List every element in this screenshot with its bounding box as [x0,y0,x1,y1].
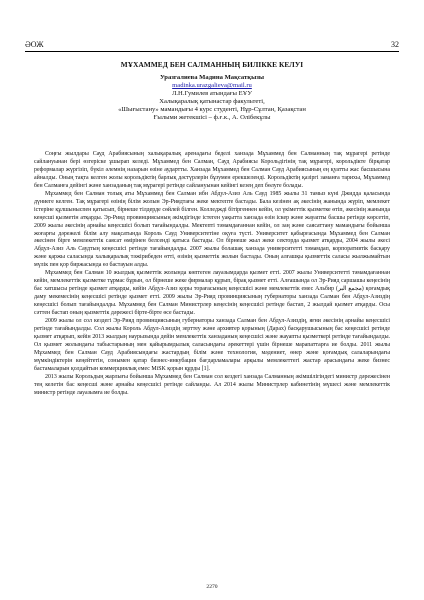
paragraph: Соңғы жылдары Сауд Арабиясының халықаралық аренадағы беделі ханзада Мұхаммед бен Салманның тақ мұрагері ретінде сайлануынан бері өзгеріске ұшырап келеді. Мұхаммед бен Салман, Сауд Арабиясы Корольдігінің тақ мұрагері, корольдікте бірқатар реформалар жүргізіп, бүкіл әлемнің назарын өзіне аудартты. Ханзада Мұхаммед бен Салман Сауд Арабиясының ең қуатты жас басшысына айналды. Оның тақта келген жолы корольдіктің барлық дәстүрлерін бұзумен ерекшеленді. Корольдіктің қазіргі заманға тарихы, Мұхаммед бен Салманға дейінгі және ханзаданың тақ мұрагері ретінде сайлануынан кейінгі кезең деп бөлуге болады. [34,151,390,189]
author-affiliation-2: Халықаралық қатынастар факультеті, [159,98,265,105]
page-number: 2270 [206,584,218,590]
author-email-link[interactable]: madinka.urazgalieva@mail.ru [172,82,252,89]
article-body [34,151,390,398]
udc-label: ӘОЖ [25,40,44,49]
paragraph: Мұхаммед бен Салман толық аты Мұхаммед бен Салман ибн Абдул-Азиз Аль Сауд 1985 жылы 31 тамыз күні Джидда қаласында дүниеге келген. Тақ мұрагері өзінің білім жолын Эр-Риядтағы жеке мектепте бастады. Бала кезінен ақ әкесінің жанында жүріп, мемлекет істеріне құлшыныспен қатысып, бірнеше тілдерде сөйлей білген. Колледжді бітіргеннен кейін, ол үкіметтік қызметке өтіп, әкесінің жанында кеңесші қызметін атқарды. Эр-Рияд провинциясының әкімдігінде істеген уақытта ханзада өзін іскер және жауапты басшы ретінде көрсетіп, 2009 жылы әкесінің арнайы кеңесшісі болып тағайындалды. Мектепті тәмамдағаннан кейін, ол заң және саясаттану мамандығы бойынша жоғарғы дәрежелі білім алу мақсатында Король Сауд Университетіне оқуға түсті. Университет қабырғасында Мұхаммед бен Салман әкесінен бірге мемлекеттік саясат өмірінен белсенді қатыса бастады. Ол бірнеше жыл жеке секторда қызмет атқарды, 2004 жылы әкесі Абдул-Азиз Аль Саудтың кеңесшісі ретінде тағайындалды. 2007 жылы болашақ ханзада университетті тәмамдап, корпоративтік басқару және қаржы саласында халықаралық тәжірибеден өтті, өзінің қызметтік жолын бастады. Оның алғашқы қызметтік саласы жылжымайтын мүлік пен қор биржасында өз бастауын алды. [34,190,390,269]
author-supervisor: Ғылыми жетекшісі – ф.ғ.к., А. Олібекұлы [153,114,271,121]
author-affiliation-3: «Шығыстану» мамандығы 4 курс студенті, Нұр-Сұлтан, Қазақстан [118,106,306,113]
author-affiliation-1: Л.Н.Гумилев атындағы ЕҰУ [171,90,253,97]
article-title: МҰХАММЕД БЕН САЛМАННЫҢ БИЛІККЕ КЕЛУІ [120,60,304,69]
paragraph: Мұхаммед бен Салман 10 жылдық қызметтік жолында көптеген лауазымдарда қызмет етті. 2007 жылы Университетті тәмамдағаннан кейін, мемлекеттік қызметке тұрмас бұрын, ол бірнеше жеке фирмалар құрып, бірақ қызмет етті. Алғашында ол Эр-Рияд саршашы кеңесінің бас хатшысы ретінде қызмет атқарды, кейін Абдул-Азиз қоры торағасының кеңесшісі және мемлекеттік емес Альбир (مجمع البر) қоғамдық даму мекемесінің кеңесшісі ретінде қызмет етті. 2009 жылы Эр-Рияд провинциясының губернаторы ханзада Салман бен Абдул-Азиздің кеңесшісі болып тағайындалды. Мұхаммед бен Салман Министрлер кеңесінің кеңесшісі ретінде бастап, 2 жылдай қызмет атқарды. Осы сәттен бастап оның қызметтік дәрежесі бірте-бірте өсе бастады. [34,270,390,317]
paragraph: 2009 жылы ол сол кездегі Эр-Рияд провинциясының губернаторы ханзада Салман бен Абдул-Азиздің, яғни әкесінің арнайы кеңесшісі ретінде тағайындалды. Сол жылы Король Абдул-Азиздің зерттеу және архивтер қорының (Дарах) басқарушысының бас кеңесшісі ретінде қызмет атқарып, кейін 2013 жылдың наурызында дейін мемлекеттік ханзаданың кеңесшісі және жауапты қызметкері ретінде тағайындалды. Ол қызмет жолындағы табыстарының мен қайырымдылық саласындағы әрекеттері үшін бірнеше марапаттарға ие болды. 2011 жылы Мұхаммед бен Салман Сауд Арабиясындағы жастардың білім және технология, мәдениет, өнер және қоғамдық салаларындағы мүмкіндіктерін кеңейтетін, сонымен қатар бизнес-инкубация бағдарламалары арқылы мемлекеттегі жастар арасындағы жеке бизнес бастамаларын қолдайтын коммерциялық емес MiSK қорын құрды [1]. [34,318,390,372]
udc-code: 32 [391,40,399,49]
header-rule [25,51,399,52]
paragraph: 2013 жылы Корольдың жарлығы бойынша Мұхаммед бен Салман сол кездегі ханзада Салманның әкімшілігіндегі министр дәрежесінен тең келетін бас кеңесші және арнайы кеңесшісі ретінде сайланды. Ал 2014 жылы Министрлер кабинетінің мүшесі және мемлекеттік министр ретінде лауазымға ие болды. [34,373,390,396]
author-name: Уразгалиева Мадина Мақсатқызы [159,74,265,81]
author-block [0,74,424,122]
